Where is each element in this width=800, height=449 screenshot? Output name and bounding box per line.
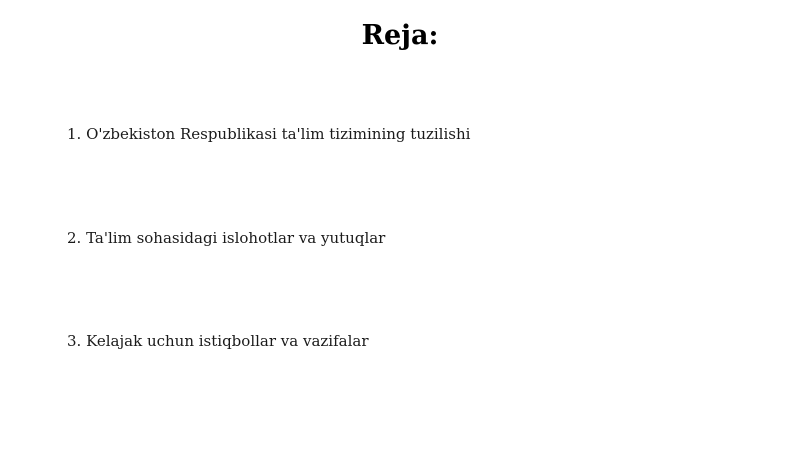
plan-item: 3. Kelajak uchun istiqbollar va vazifalar — [67, 332, 369, 350]
plan-item: 1. O'zbekiston Respublikasi ta'lim tizimining tuzilishi — [67, 125, 471, 143]
plan-item: 2. Ta'lim sohasidagi islohotlar va yutuqlar — [67, 229, 386, 247]
slide-title: Reja: — [361, 20, 439, 51]
